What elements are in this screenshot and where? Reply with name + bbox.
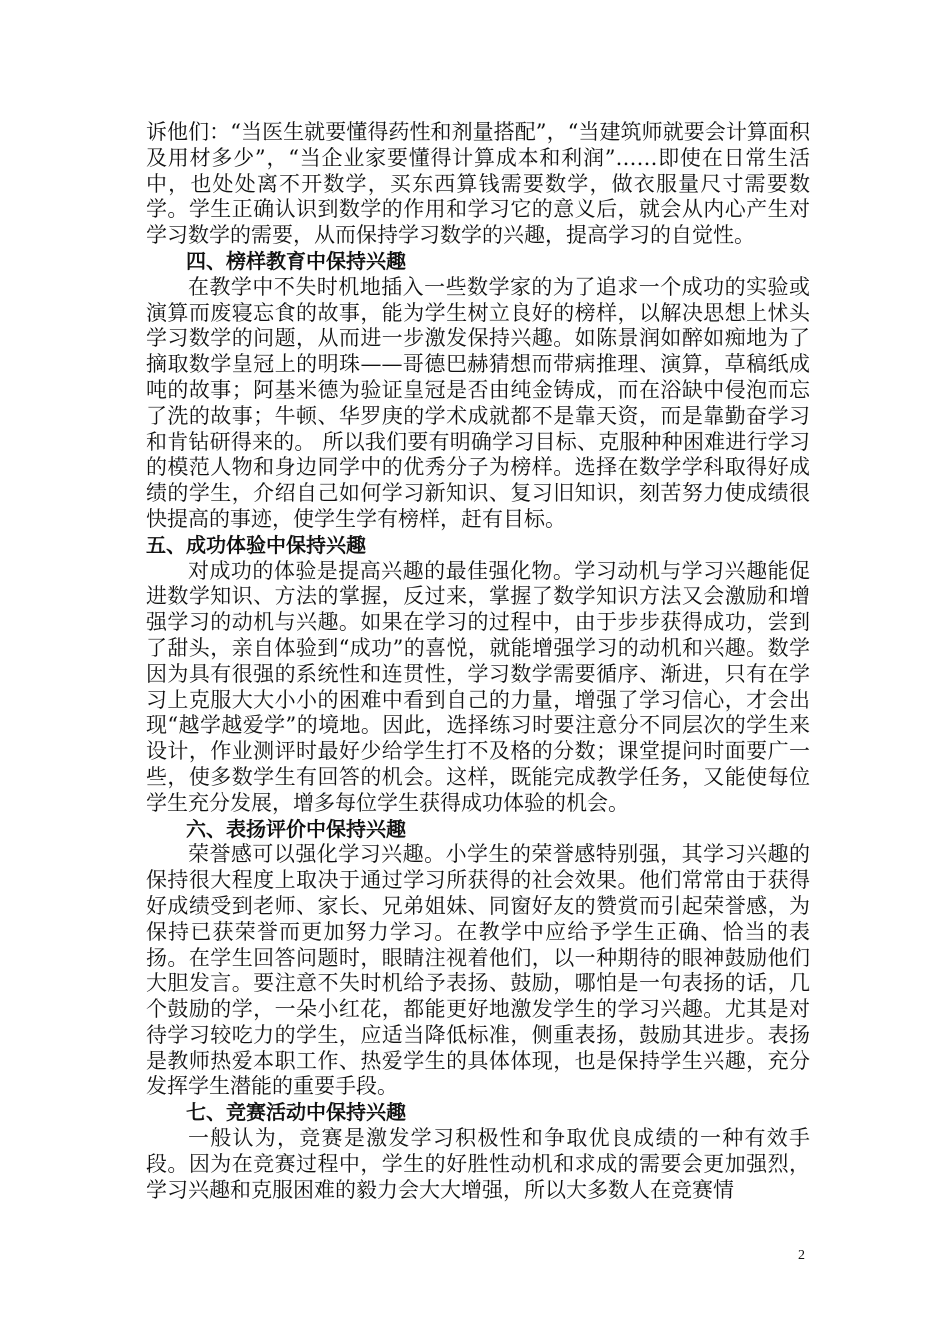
section-heading-4: 四、榜样教育中保持兴趣: [186, 248, 406, 273]
section-paragraph-7: 一般认为，竞赛是激发学习积极性和争取优良成绩的一种有效手段。因为在竞赛过程中，学生的好胜性动机和求成的需要会更加强烈，学习兴趣和克服困难的毅力会大大增强，所以大多数人在竞赛情: [146, 1126, 810, 1202]
section-paragraph-5: 对成功的体验是提高兴趣的最佳强化物。学习动机与学习兴趣能促进数学知识、方法的掌握，反过来，掌握了数学知识方法又会激励和增强学习的动机与兴趣。如果在学习的过程中，由于步步获得成功，尝到了甜头，亲自体验到“成功”的喜悦，就能增强学习的动机和兴趣。数学因为具有很强的系统性和连贯性，学习数学需要循序、渐进，只有在学习上克服大大小小的困难中看到自己的力量，增强了学习信心，才会出现“越学越爱学”的境地。因此，选择练习时要注意分不同层次的学生来设计，作业测评时最好少给学生打不及格的分数；课堂提问时面要广一些，使多数学生有回答的机会。这样，既能完成教学任务，又能使每位学生充分发展，增多每位学生获得成功体验的机会。: [146, 558, 810, 815]
document-body: [146, 120, 810, 1203]
section-heading-6: 六、表扬评价中保持兴趣: [186, 816, 406, 841]
section-heading-7: 七、竞赛活动中保持兴趣: [186, 1100, 406, 1125]
page-number: 2: [798, 1248, 805, 1263]
paragraph-continuation: 诉他们：“当医生就要懂得药性和剂量搭配”，“当建筑师就要会计算面积及用材多少”，“当企业家要懂得计算成本和利润”……即使在日常生活中，也处处离不开数学，买东西算钱需要数学，做衣服量尺寸需要数学。学生正确认识到数学的作用和学习它的意义后，就会从内心产生对学习数学的需要，从而保持学习数学的兴趣，提高学习的自觉性。: [146, 120, 810, 248]
section-paragraph-6: 荣誉感可以强化学习兴趣。小学生的荣誉感特别强，其学习兴趣的保持很大程度上取决于通过学习所获得的社会效果。他们常常由于获得好成绩受到老师、家长、兄弟姐妹、同窗好友的赞赏而引起荣誉感，为保持已获荣誉而更加努力学习。在教学中应给予学生正确、恰当的表扬。在学生回答问题时，眼睛注视着他们，以一种期待的眼神鼓励他们大胆发言。要注意不失时机给予表扬、鼓励，哪怕是一句表扬的话，几个鼓励的学，一朵小红花，都能更好地激发学生的学习兴趣。尤其是对待学习较吃力的学生，应适当降低标准，侧重表扬，鼓励其进步。表扬是教师热爱本职工作、热爱学生的具体体现，也是保持学生兴趣，充分发挥学生潜能的重要手段。: [146, 842, 810, 1099]
section-heading-5: 五、成功体验中保持兴趣: [146, 532, 366, 557]
section-paragraph-4: 在教学中不失时机地插入一些数学家的为了追求一个成功的实验或演算而废寝忘食的故事，能为学生树立良好的榜样，以解决思想上怵头学习数学的问题，从而进一步激发保持兴趣。如陈景润如醉如痴地为了摘取数学皇冠上的明珠——哥德巴赫猜想而带病推理、演算，草稿纸成吨的故事；阿基米德为验证皇冠是否由纯金铸成，而在浴缺中侵泡而忘了洗的故事；牛顿、华罗庚的学术成就都不是靠天资，而是靠勤奋学习和肯钻研得来的。 所以我们要有明确学习目标、克服种种困难进行学习的模范人物和身边同学中的优秀分子为榜样。选择在数学学科取得好成绩的学生，介绍自己如何学习新知识、复习旧知识，刻苦努力使成绩很快提高的事迹，使学生学有榜样，赶有目标。: [146, 274, 810, 531]
